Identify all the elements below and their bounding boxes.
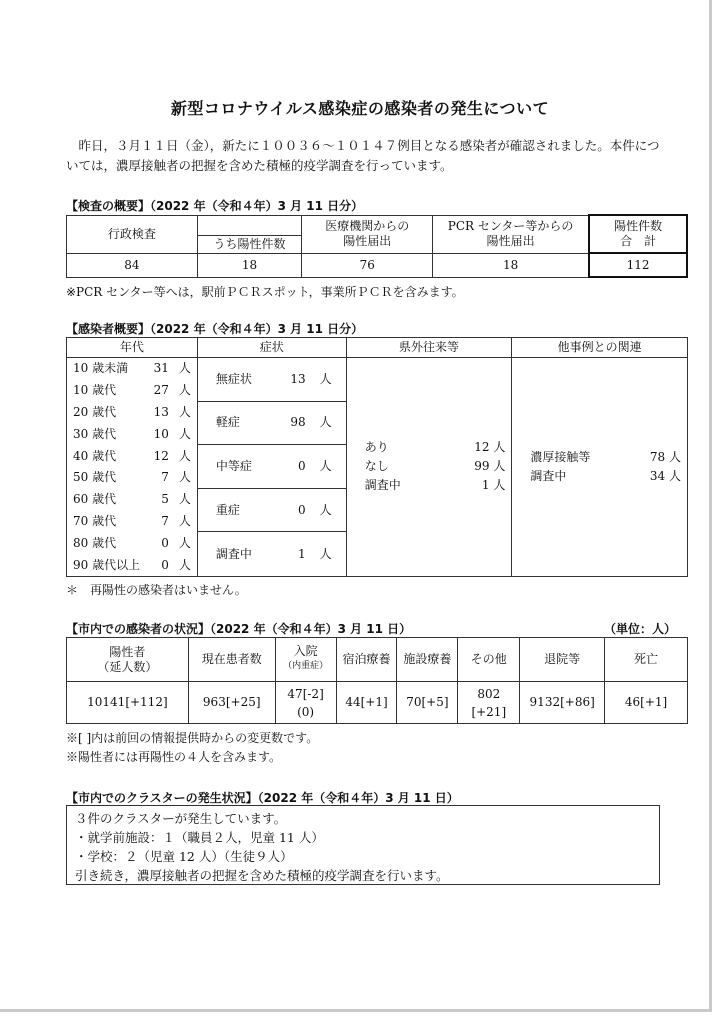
relation-label: 調査中 — [530, 468, 567, 483]
age-row — [67, 445, 197, 467]
th-positive-b: （延人数） — [97, 659, 158, 674]
symptom-label: 中等症 — [215, 458, 252, 473]
age-unit: 人 — [178, 404, 191, 419]
symptom-unit: 人 — [319, 502, 332, 517]
val-admin-positive: 18 — [197, 253, 302, 277]
cluster-heading: 【市内でのクラスターの発生状況】（2022 年（令和４年）3 月 11 日） — [66, 791, 459, 805]
age-label: 10 歳未満 — [73, 361, 129, 376]
symptom-unit: 人 — [319, 546, 332, 561]
age-label: 30 歳代 — [73, 426, 117, 441]
val-current: 963[+25] — [188, 682, 275, 724]
th-current: 現在患者数 — [188, 638, 275, 682]
age-label: 10 歳代 — [73, 383, 117, 398]
val-hotel: 44[+1] — [336, 682, 397, 724]
cluster-box — [66, 805, 660, 885]
age-row — [67, 532, 197, 554]
travel-value: 12 人 — [474, 440, 506, 455]
summary-heading: 【感染者概要】（2022 年（令和４年）3 月 11 日分） — [66, 322, 364, 336]
th-positive-a: 陽性者 — [109, 644, 146, 659]
age-list — [67, 358, 198, 577]
th-total-a: 陽性件数 — [614, 219, 663, 233]
travel-row — [365, 476, 506, 495]
th-positive — [67, 638, 189, 682]
symptom-unit: 人 — [319, 415, 332, 430]
val-admin: 84 — [67, 253, 198, 277]
val-death: 46[+1] — [605, 682, 688, 724]
relation-label: 濃厚接触等 — [530, 449, 591, 464]
age-count: 5 — [161, 492, 169, 507]
val-positive: 10141[+112] — [67, 682, 189, 724]
th-hospital-label: 入院 — [293, 644, 318, 659]
age-count: 13 — [153, 404, 169, 419]
relation-cell — [512, 358, 688, 577]
travel-label: あり — [364, 440, 389, 455]
relation-row — [530, 448, 681, 467]
age-count: 12 — [153, 448, 169, 463]
th-blank — [197, 215, 302, 235]
testing-table — [66, 214, 688, 278]
relation-row — [530, 467, 681, 486]
age-row — [67, 511, 197, 533]
val-hospital-b: (0) — [297, 704, 315, 719]
age-label: 60 歳代 — [73, 492, 117, 507]
age-row — [67, 402, 197, 424]
age-count: 7 — [161, 513, 169, 528]
age-unit: 人 — [178, 492, 191, 507]
th-relation: 他事例との関連 — [512, 338, 688, 358]
testing-note: ※PCR センター等へは，駅前ＰＣＲスポット，事業所ＰＣＲを含みます。 — [66, 285, 464, 299]
th-death: 死亡 — [605, 638, 688, 682]
symptom-unit: 人 — [319, 371, 332, 386]
th-discharged: 退院等 — [520, 638, 605, 682]
age-unit: 人 — [178, 383, 191, 398]
age-count: 31 — [153, 361, 169, 376]
symptom-count: 0 — [298, 458, 306, 473]
th-facility: 施設療養 — [397, 638, 458, 682]
intro-paragraph — [66, 136, 666, 176]
th-age: 年代 — [67, 338, 198, 358]
cluster-line: ・就学前施設：１（職員２人，児童 11 人） — [75, 830, 324, 845]
th-pcr: PCR センター等からの 陽性届出 — [433, 215, 590, 253]
age-label: 40 歳代 — [73, 448, 117, 463]
travel-row — [365, 438, 506, 457]
symptom-row — [198, 358, 346, 402]
val-hospital — [275, 682, 336, 724]
age-count: 0 — [161, 535, 169, 550]
age-label: 80 歳代 — [73, 535, 117, 550]
travel-cell — [346, 358, 512, 577]
cluster-line: 引き続き，濃厚接触者の把握を含めた積極的疫学調査を行います。 — [75, 868, 449, 883]
th-travel: 県外往来等 — [346, 338, 512, 358]
age-unit: 人 — [178, 557, 191, 572]
val-total: 112 — [589, 253, 687, 277]
intro-text: 昨日，３月１１日（金），新たに１００３６～１０１４７例目となる感染者が確認されました。本件については，濃厚接触者の把握を含めた積極的疫学調査を行っています。 — [66, 138, 660, 173]
symptom-row — [198, 489, 346, 533]
status-heading: 【市内での感染者の状況】（2022 年（令和４年）3 月 11 日） — [66, 622, 412, 636]
th-hospital-sub: （内重症） — [283, 661, 329, 672]
travel-label: 調査中 — [364, 478, 401, 493]
val-facility: 70[+5] — [397, 682, 458, 724]
th-other: その他 — [458, 638, 520, 682]
age-row — [67, 423, 197, 445]
age-row — [67, 358, 197, 380]
symptom-row — [198, 445, 346, 489]
age-count: 27 — [153, 383, 169, 398]
age-unit: 人 — [178, 535, 191, 550]
age-unit: 人 — [178, 470, 191, 485]
th-hospital — [275, 638, 336, 682]
symptom-row — [198, 402, 346, 446]
travel-label: なし — [364, 459, 389, 474]
travel-value: 99 人 — [474, 459, 506, 474]
symptom-list — [197, 358, 346, 577]
status-unit: （単位：人） — [604, 622, 677, 636]
symptom-count: 1 — [298, 546, 306, 561]
summary-note: ＊ 再陽性の感染者はいません。 — [66, 583, 247, 597]
summary-table — [66, 337, 688, 577]
care-group-line — [275, 637, 529, 638]
val-medical: 76 — [302, 253, 433, 277]
age-label: 20 歳代 — [73, 404, 117, 419]
testing-heading: 【検査の概要】（2022 年（令和４年）3 月 11 日分） — [66, 199, 364, 213]
status-note-1: ※[ ]内は前回の情報提供時からの変更数です。 — [66, 731, 319, 745]
age-row — [67, 554, 197, 576]
val-hospital-a: 47[-2] — [287, 686, 324, 701]
age-unit: 人 — [178, 513, 191, 528]
val-other-a: 802 — [477, 686, 501, 701]
val-other-b: [+21] — [471, 704, 507, 719]
age-row — [67, 380, 197, 402]
status-table — [66, 637, 688, 724]
th-total — [589, 215, 687, 253]
travel-row — [365, 457, 506, 476]
age-row — [67, 489, 197, 511]
age-unit: 人 — [178, 448, 191, 463]
th-medical: 医療機関からの 陽性届出 — [302, 215, 433, 253]
symptom-label: 無症状 — [215, 371, 252, 386]
cluster-line: ３件のクラスターが発生しています。 — [75, 811, 287, 826]
th-hotel: 宿泊療養 — [336, 638, 397, 682]
status-note-2: ※陽性者には再陽性の４人を含みます。 — [66, 750, 282, 764]
age-row — [67, 467, 197, 489]
th-admin: 行政検査 — [67, 215, 198, 253]
age-label: 70 歳代 — [73, 513, 117, 528]
relation-value: 78 人 — [649, 449, 681, 464]
travel-value: 1 人 — [481, 478, 506, 493]
th-symptom: 症状 — [197, 338, 346, 358]
relation-value: 34 人 — [649, 468, 681, 483]
age-unit: 人 — [178, 426, 191, 441]
age-label: 90 歳代以上 — [73, 557, 141, 572]
age-count: 0 — [161, 557, 169, 572]
age-label: 50 歳代 — [73, 470, 117, 485]
age-count: 10 — [153, 426, 169, 441]
symptom-label: 重症 — [215, 502, 240, 517]
symptom-count: 98 — [290, 415, 306, 430]
page-title: 新型コロナウイルス感染症の感染者の発生について — [170, 99, 550, 118]
symptom-count: 0 — [298, 502, 306, 517]
val-discharged: 9132[+86] — [520, 682, 605, 724]
age-unit: 人 — [178, 361, 191, 376]
symptom-row — [198, 532, 346, 576]
symptom-label: 軽症 — [215, 415, 240, 430]
th-total-b: 合 計 — [620, 234, 657, 248]
age-count: 7 — [161, 470, 169, 485]
val-other — [458, 682, 520, 724]
symptom-unit: 人 — [319, 458, 332, 473]
cluster-line: ・学校：２（児童 12 人）（生徒９人） — [75, 849, 293, 864]
symptom-label: 調査中 — [215, 546, 252, 561]
val-pcr: 18 — [433, 253, 590, 277]
th-admin-positive: うち陽性件数 — [197, 235, 302, 253]
symptom-count: 13 — [290, 371, 306, 386]
